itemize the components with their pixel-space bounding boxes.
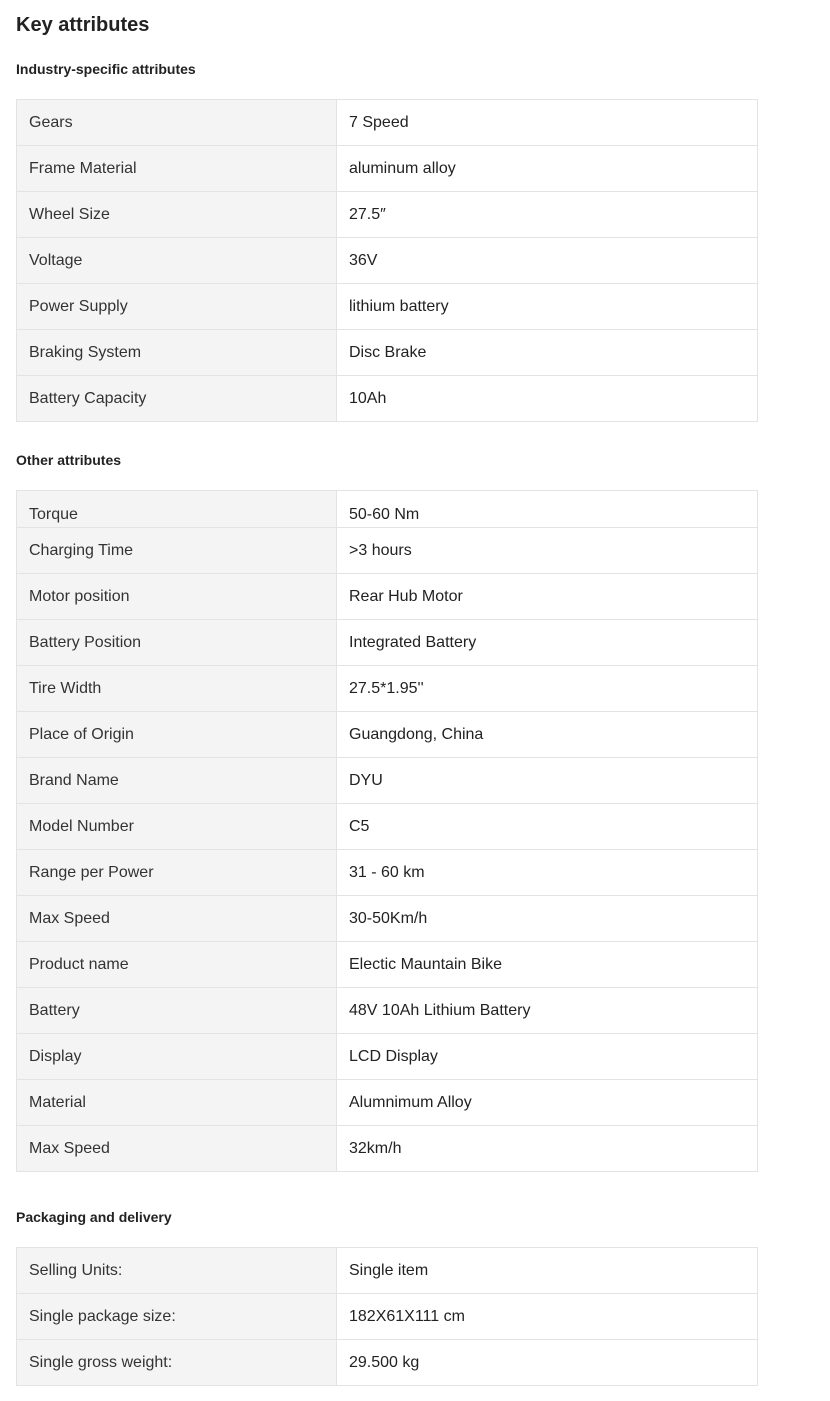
attribute-value: lithium battery xyxy=(337,284,758,330)
attribute-value: 182X61X111 cm xyxy=(337,1294,758,1340)
attribute-value: aluminum alloy xyxy=(337,146,758,192)
table-row xyxy=(17,238,758,284)
attribute-value: 32km/h xyxy=(337,1126,758,1172)
table-row xyxy=(17,712,758,758)
attribute-key: Gears xyxy=(17,100,337,146)
table-row xyxy=(17,528,758,574)
table-row xyxy=(17,620,758,666)
table-row xyxy=(17,896,758,942)
attribute-value: 27.5*1.95'' xyxy=(337,666,758,712)
attribute-key: Single package size: xyxy=(17,1294,337,1340)
attribute-key: Product name xyxy=(17,942,337,988)
attribute-key: Torque xyxy=(17,491,337,528)
attribute-value: Electic Mauntain Bike xyxy=(337,942,758,988)
attribute-key: Battery Position xyxy=(17,620,337,666)
attribute-value: Single item xyxy=(337,1248,758,1294)
section-title-packaging: Packaging and delivery xyxy=(16,1209,172,1225)
attribute-key: Max Speed xyxy=(17,1126,337,1172)
section-title-industry: Industry-specific attributes xyxy=(16,61,196,77)
attribute-key: Charging Time xyxy=(17,528,337,574)
table-row xyxy=(17,146,758,192)
table-row xyxy=(17,284,758,330)
table-row xyxy=(17,758,758,804)
attribute-key: Wheel Size xyxy=(17,192,337,238)
attribute-key: Frame Material xyxy=(17,146,337,192)
attribute-key: Brand Name xyxy=(17,758,337,804)
table-row xyxy=(17,100,758,146)
table-row xyxy=(17,1080,758,1126)
table-row xyxy=(17,850,758,896)
attribute-key: Battery xyxy=(17,988,337,1034)
attribute-key: Max Speed xyxy=(17,896,337,942)
attribute-value: 31 - 60 km xyxy=(337,850,758,896)
attribute-key: Voltage xyxy=(17,238,337,284)
table-row xyxy=(17,1034,758,1080)
attribute-value: 30-50Km/h xyxy=(337,896,758,942)
attribute-value: 7 Speed xyxy=(337,100,758,146)
attribute-value: 29.500 kg xyxy=(337,1340,758,1386)
attribute-value: 50-60 Nm xyxy=(337,491,758,528)
attribute-value: Rear Hub Motor xyxy=(337,574,758,620)
attribute-key: Display xyxy=(17,1034,337,1080)
attribute-key: Battery Capacity xyxy=(17,376,337,422)
attribute-value: LCD Display xyxy=(337,1034,758,1080)
table-row xyxy=(17,1294,758,1340)
attribute-key: Selling Units: xyxy=(17,1248,337,1294)
attribute-key: Model Number xyxy=(17,804,337,850)
table-row xyxy=(17,666,758,712)
attribute-value: 48V 10Ah Lithium Battery xyxy=(337,988,758,1034)
table-row xyxy=(17,192,758,238)
section-title-other: Other attributes xyxy=(16,452,122,468)
table-row xyxy=(17,804,758,850)
attribute-key: Range per Power xyxy=(17,850,337,896)
industry-attributes-table xyxy=(16,99,758,422)
packaging-table xyxy=(16,1247,758,1386)
attribute-key: Single gross weight: xyxy=(17,1340,337,1386)
attribute-value: Disc Brake xyxy=(337,330,758,376)
table-row xyxy=(17,491,758,528)
table-row xyxy=(17,1248,758,1294)
attribute-key: Braking System xyxy=(17,330,337,376)
attribute-value: DYU xyxy=(337,758,758,804)
table-row xyxy=(17,988,758,1034)
attribute-value: Alumnimum Alloy xyxy=(337,1080,758,1126)
other-attributes-table xyxy=(16,490,758,1172)
attribute-key: Motor position xyxy=(17,574,337,620)
attribute-key: Material xyxy=(17,1080,337,1126)
table-row xyxy=(17,330,758,376)
attribute-value: 10Ah xyxy=(337,376,758,422)
attribute-value: C5 xyxy=(337,804,758,850)
attribute-value: >3 hours xyxy=(337,528,758,574)
attribute-value: 27.5″ xyxy=(337,192,758,238)
page-title: Key attributes xyxy=(16,14,150,36)
attribute-key: Power Supply xyxy=(17,284,337,330)
table-row xyxy=(17,1126,758,1172)
attribute-value: Guangdong, China xyxy=(337,712,758,758)
table-row xyxy=(17,1340,758,1386)
attribute-value: 36V xyxy=(337,238,758,284)
attribute-value: Integrated Battery xyxy=(337,620,758,666)
table-row xyxy=(17,376,758,422)
attribute-key: Place of Origin xyxy=(17,712,337,758)
table-row xyxy=(17,574,758,620)
table-row xyxy=(17,942,758,988)
attribute-key: Tire Width xyxy=(17,666,337,712)
